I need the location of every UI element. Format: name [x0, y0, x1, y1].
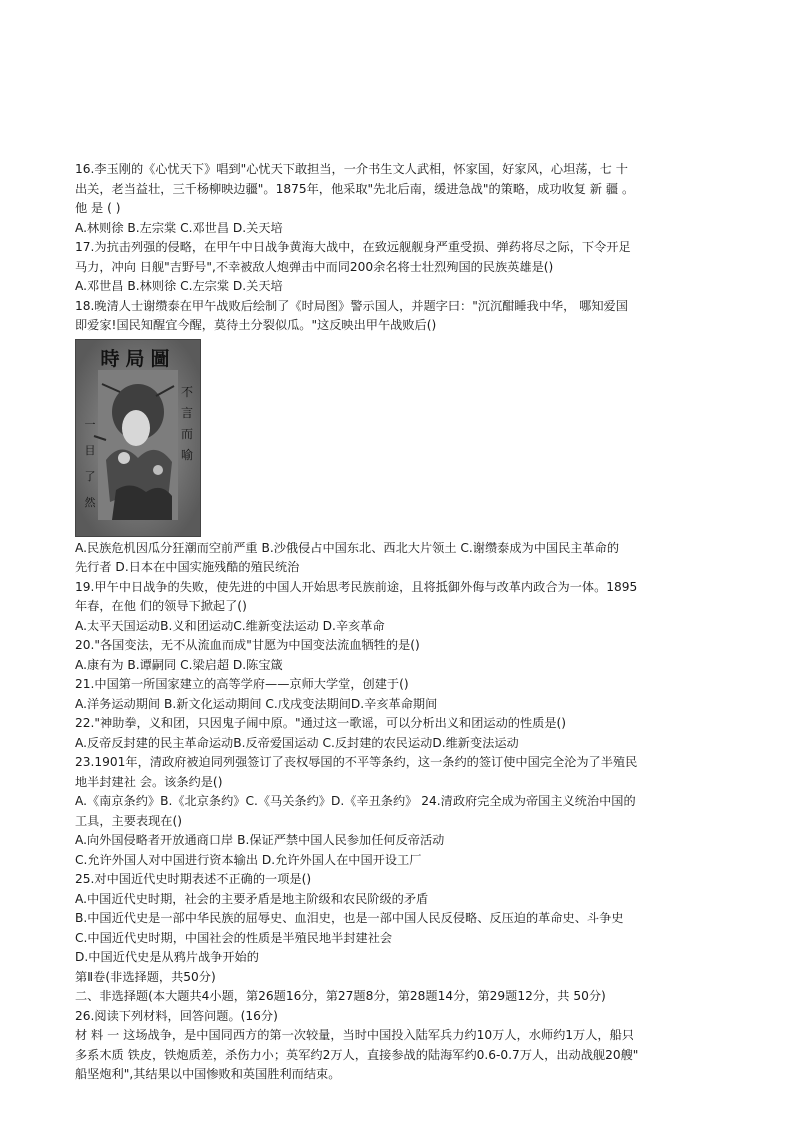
text-line: C.允许外国人对中国进行资本输出 D.允许外国人在中国开设工厂 — [75, 852, 422, 867]
text-line: 多系木质 铁皮，铁炮质差，杀伤力小；英军约2万人，直接参战的陆海军约0.6-0.7万人，出动战舰20艘" — [75, 1047, 639, 1062]
text-line: 材 料 一 这场战争，是中国同西方的第一次较量，当时中国投入陆军兵力约10万人，水师约1万人，船只 — [75, 1028, 634, 1042]
text-line: 出关，老当益壮，三千杨柳映边疆"。1875年，他采取"先北后南，缓进急战"的策略，成功收复 新 疆 。 — [75, 181, 635, 196]
text-line: 26.阅读下列材料，回答问题。(16分) — [75, 1008, 278, 1023]
text-line: A.《南京条约》B.《北京条约》C.《马关条约》D.《辛丑条约》 24.清政府完全成为帝国主义统治中国的 — [75, 794, 636, 808]
text-line: 他 是 ( ) — [75, 201, 121, 215]
questions-block-bottom — [75, 539, 723, 1085]
text-line: A.太平天国运动B.义和团运动C.维新变法运动 D.辛亥革命 — [75, 618, 385, 633]
text-line: 二、非选择题(本大题共4小题，第26题16分，第27题8分，第28题14分，第29题12分，共 50分) — [75, 989, 606, 1003]
text-line: 即爱家!国民知醒宜今醒，莫待土分裂似瓜。"这反映出甲午战败后() — [75, 318, 437, 332]
text-line: 年春，在他 们的领导下掀起了() — [75, 599, 247, 613]
text-line: A.反帝反封建的民主革命运动B.反帝爱国运动 C.反封建的农民运动D.维新变法运动 — [75, 735, 519, 750]
text-line: D.中国近代史是从鸦片战争开始的 — [75, 950, 259, 964]
cartoon-side-caption-left: 一 目 了 然 — [84, 417, 96, 509]
text-line: 17.为抗击列强的侵略，在甲午中日战争黄海大战中，在致远舰舰身严重受损、弹药将尽之际，下令开足 — [75, 240, 631, 254]
text-line: 20."各国变法，无不从流血而成"甘愿为中国变法流血牺牲的是() — [75, 638, 420, 652]
text-line: A.康有为 B.谭嗣同 C.梁启超 D.陈宝箴 — [75, 657, 283, 672]
cartoon-title: 時局圖 — [100, 347, 176, 370]
text-line: 23.1901年，清政府被迫同列强签订了丧权辱国的不平等条约，这一条约的签订使中国完全沦为了半殖民 — [75, 755, 638, 769]
text-line: 地半封建社 会。该条约是() — [75, 774, 223, 789]
text-line: B.中国近代史是一部中华民族的屈辱史、血泪史，也是一部中国人民反侵略、反压迫的革命史、斗争史 — [75, 911, 624, 925]
exam-page — [75, 160, 723, 1085]
text-line: 21.中国第一所国家建立的高等学府——京师大学堂，创建于() — [75, 677, 409, 691]
text-line: C.中国近代史时期，中国社会的性质是半殖民地半封建社会 — [75, 930, 393, 945]
questions-block-top — [75, 160, 723, 336]
text-line: 25.对中国近代史时期表述不正确的一项是() — [75, 872, 312, 886]
text-line: 船坚炮利",其结果以中国惨败和英国胜利而结束。 — [75, 1067, 341, 1081]
cartoon-side-caption-right: 不 言 而 喻 — [180, 384, 193, 462]
text-line: 16.李玉刚的《心忧天下》唱到"心忧天下敢担当，一介书生文人武相，怀家国，好家风，心坦荡，七 十 — [75, 162, 628, 176]
text-line: 18.晚清人士谢缵泰在甲午战败后绘制了《时局图》警示国人，并题字曰："沉沉酣睡我中华， 哪知爱国 — [75, 298, 628, 313]
shiju-tu-cartoon-image — [75, 339, 201, 537]
text-line: A.林则徐 B.左宗棠 C.邓世昌 D.关天培 — [75, 220, 283, 235]
text-line: 19.甲午中日战争的失败，使先进的中国人开始思考民族前途，且将抵御外侮与改革内政合为一体。1895 — [75, 579, 638, 594]
text-line: A.中国近代史时期，社会的主要矛盾是地主阶级和农民阶级的矛盾 — [75, 891, 429, 906]
text-line: A.向外国侵略者开放通商口岸 B.保证严禁中国人民参加任何反帝活动 — [75, 833, 445, 847]
text-line: 22."神助拳，义和团，只因鬼子闹中原。"通过这一歌谣，可以分析出义和团运动的性质是() — [75, 716, 567, 730]
text-line: 先行者 D.日本在中国实施残酷的殖民统治 — [75, 560, 300, 574]
text-line: A.邓世昌 B.林则徐 C.左宗棠 D.关天培 — [75, 279, 283, 293]
text-line: 工具，主要表现在() — [75, 813, 183, 828]
text-line: A.洋务运动期间 B.新文化运动期间 C.戊戌变法期间D.辛亥革命期间 — [75, 696, 438, 711]
text-line: 马力，冲向 日舰"吉野号",不幸被敌人炮弹击中而同200余名将士壮烈殉国的民族英雄是() — [75, 259, 554, 274]
text-line: 第Ⅱ卷(非选择题，共50分) — [75, 969, 216, 984]
text-line: A.民族危机因瓜分狂潮而空前严重 B.沙俄侵占中国东北、西北大片领土 C.谢缵泰成为中国民主革命的 — [75, 540, 620, 555]
